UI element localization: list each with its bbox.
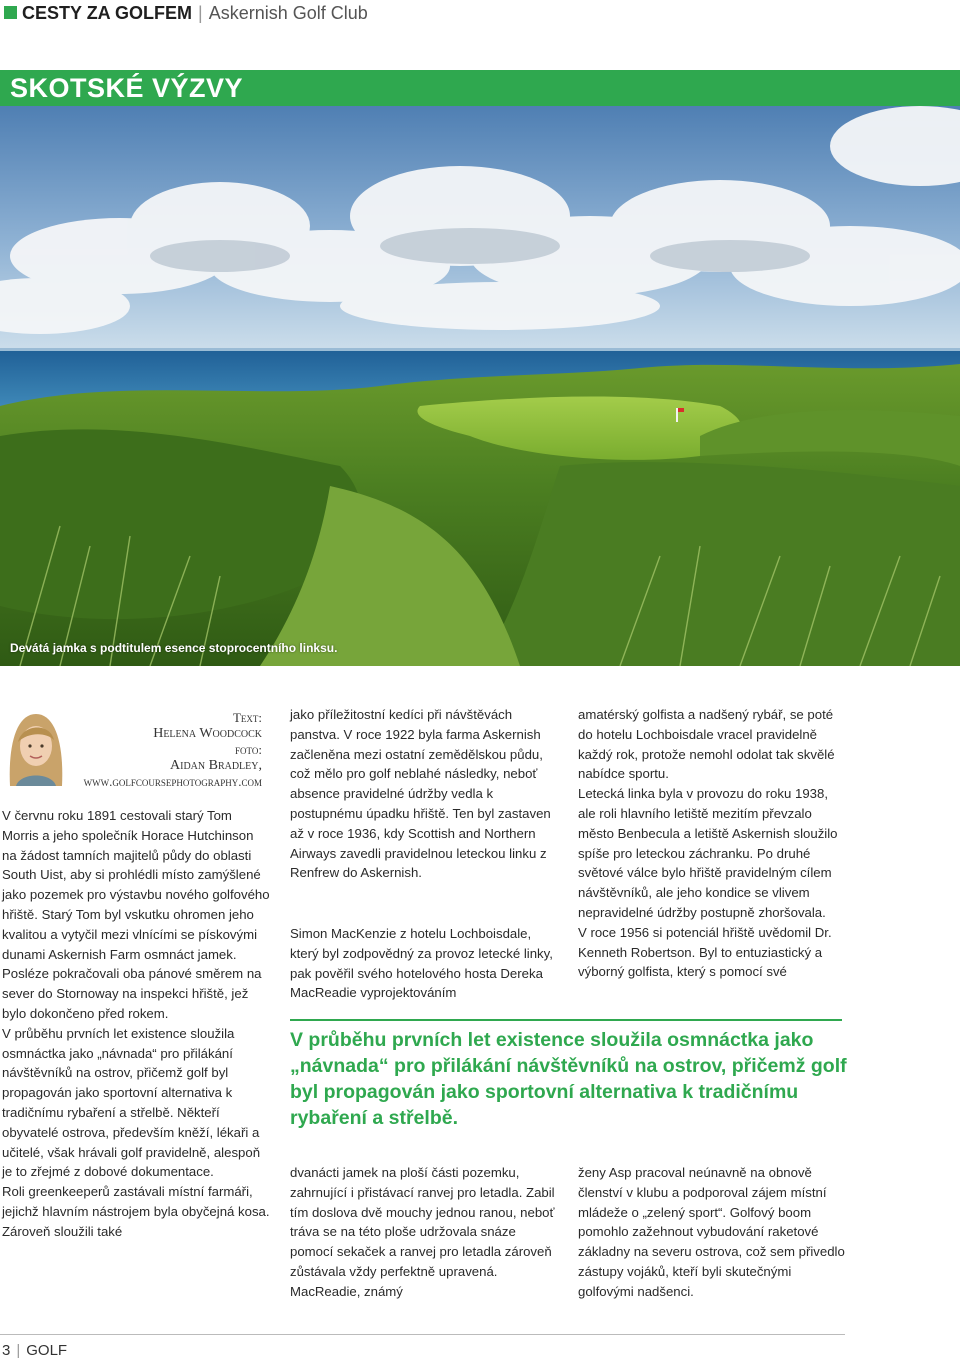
paragraph: amatérský golfista a nadšený rybář, se poté do hotelu Lochboisdale vracel pravidelně každý rok, protože nemohl odolat tak skvělé nabídce sportu. — [578, 707, 835, 782]
author-photo — [2, 706, 70, 786]
club-name: Askernish Golf Club — [208, 3, 368, 23]
section-name: CESTY ZA GOLFEM — [22, 3, 193, 23]
page-footer — [2, 1342, 67, 1359]
photographer-name: Aidan Bradley, — [170, 758, 262, 773]
body-column-3-top — [578, 705, 846, 982]
paragraph: Simon MacKenzie z hotelu Lochboisdale, který byl zodpovědný za provoz letecké linky, pak pověřil svého hotelového hosta Dereka MacReadie vyprojektováním — [290, 926, 553, 1001]
author-name: Helena Woodcock — [153, 726, 262, 741]
pull-quote-rule — [290, 1019, 842, 1021]
body-column-2-bottom — [290, 1163, 558, 1302]
paragraph: jako příležitostní kedíci při návštěvách panstva. V roce 1922 byla farma Askernish začleněna mezi ostatní zemědělskou půdu, což mělo pro golf neblahé následky, neboť absence pravidelné údržby vedla k postupnému úpadku hřiště. Ten byl zastaven až v roce 1936, kdy Scottish and Northern Airways zavedli pravidelnou leteckou linku z Renfrew do Askernish. — [290, 707, 551, 881]
footer-rule — [0, 1334, 845, 1335]
body-column-2-top — [290, 705, 558, 883]
paragraph: Letecká linka byla v provozu do roku 1938, ale roli hlavního letiště mezitím převzalo město Benbecula a letiště Askernish sloužilo spíše pro leteckou záchranku. Po druhé světové válce bylo hřiště pravidelným cílem návštěvníků, ale jeho kondice se vlivem nepravidelné údržby postupně zhoršovala. — [578, 786, 838, 920]
header-separator: | — [198, 3, 203, 23]
page-title: SKOTSKÉ VÝZVY — [10, 73, 244, 103]
section-marker — [4, 6, 17, 19]
paragraph: dvanácti jamek na ploší části pozemku, zahrnující i přistávací ranvej pro letadla. Zabil tím doslova dvě mouchy jednou ranou, neboť tráva se na této ploše udržovala snáze pomocí sekaček a ranvej pro letadla zároveň zůstávala vždy perfektně upravená. MacReadie, známý — [290, 1165, 555, 1299]
hero-photo — [0, 106, 960, 666]
magazine-name: GOLF — [26, 1342, 68, 1359]
body-column-2-middle — [290, 924, 558, 1003]
footer-separator: | — [16, 1342, 21, 1359]
photo-credit-label: foto: — [235, 742, 262, 757]
photographer-website: www.golfcoursephotography.com — [83, 774, 262, 789]
body-column-3-bottom — [578, 1163, 846, 1302]
paragraph: V průběhu prvních let existence sloužila osmnáctka jako „návnada“ pro přilákání návštěvníků na ostrov, přičemž golf byl propagován jako sportovní alternativa k tradičnímu rybaření a střelbě. Někteří obyvatelé ostrova, především kněží, lékaři a učitelé, však hrávali golf pravidelně, alespoň je to zřejmé z dobové dokumentace. — [2, 1025, 261, 1180]
pull-quote: V průběhu prvních let existence sloužila osmnáctka jako „návnada“ pro přilákání návštěvníků na ostrov, přičemž golf byl propagován jako sportovní alternativa k tradičnímu rybaření a střelbě. — [290, 1029, 847, 1129]
paragraph: ženy Asp pracoval neúnavně na obnově členství v klubu a podporoval zájem místní mládeže o „zelený sport“. Golfový boom pomohlo zažehnout vybudování raketové základny na severu ostrova, což sem přivedlo zástupy vojáků, kteří byli skutečnými golfovými nadšenci. — [578, 1165, 845, 1299]
running-header — [22, 2, 368, 24]
paragraph: V roce 1956 si potenciál hřiště uvědomil Dr. Kenneth Robertson. Byl to entuziastický a výborný golfista, který s pomocí své — [578, 924, 832, 980]
article-credits — [84, 710, 262, 790]
body-column-1 — [2, 806, 270, 1242]
paragraph: V červnu roku 1891 cestovali starý Tom Morris a jeho společník Horace Hutchinson na žádost tamních majitelů půdy do oblasti South Uist, aby si prohlédli místo zamýšlené jako pozemek pro výstavbu nového golfového hřiště. Starý Tom byl vskutku ohromen jeho kvalitou a vytyčil mezi vlnícími se pískovými dunami Askernish Farm osmnáct jamek. Posléze pokračovali oba pánové směrem na sever do Stornoway na inspekci hřiště, jež bylo dokončeno před rokem. — [2, 808, 270, 1021]
paragraph: Roli greenkeeperů zastávali místní farmáři, jejichž hlavním nástrojem byla obyčejná kosa. Zároveň sloužili také — [2, 1184, 270, 1239]
page-number: 3 — [2, 1342, 11, 1359]
photo-caption: Devátá jamka s podtitulem esence stoprocentního linksu. — [10, 641, 338, 655]
text-credit-label: Text: — [232, 710, 262, 725]
golf-links-landscape — [0, 106, 960, 666]
title-bar — [0, 70, 960, 106]
